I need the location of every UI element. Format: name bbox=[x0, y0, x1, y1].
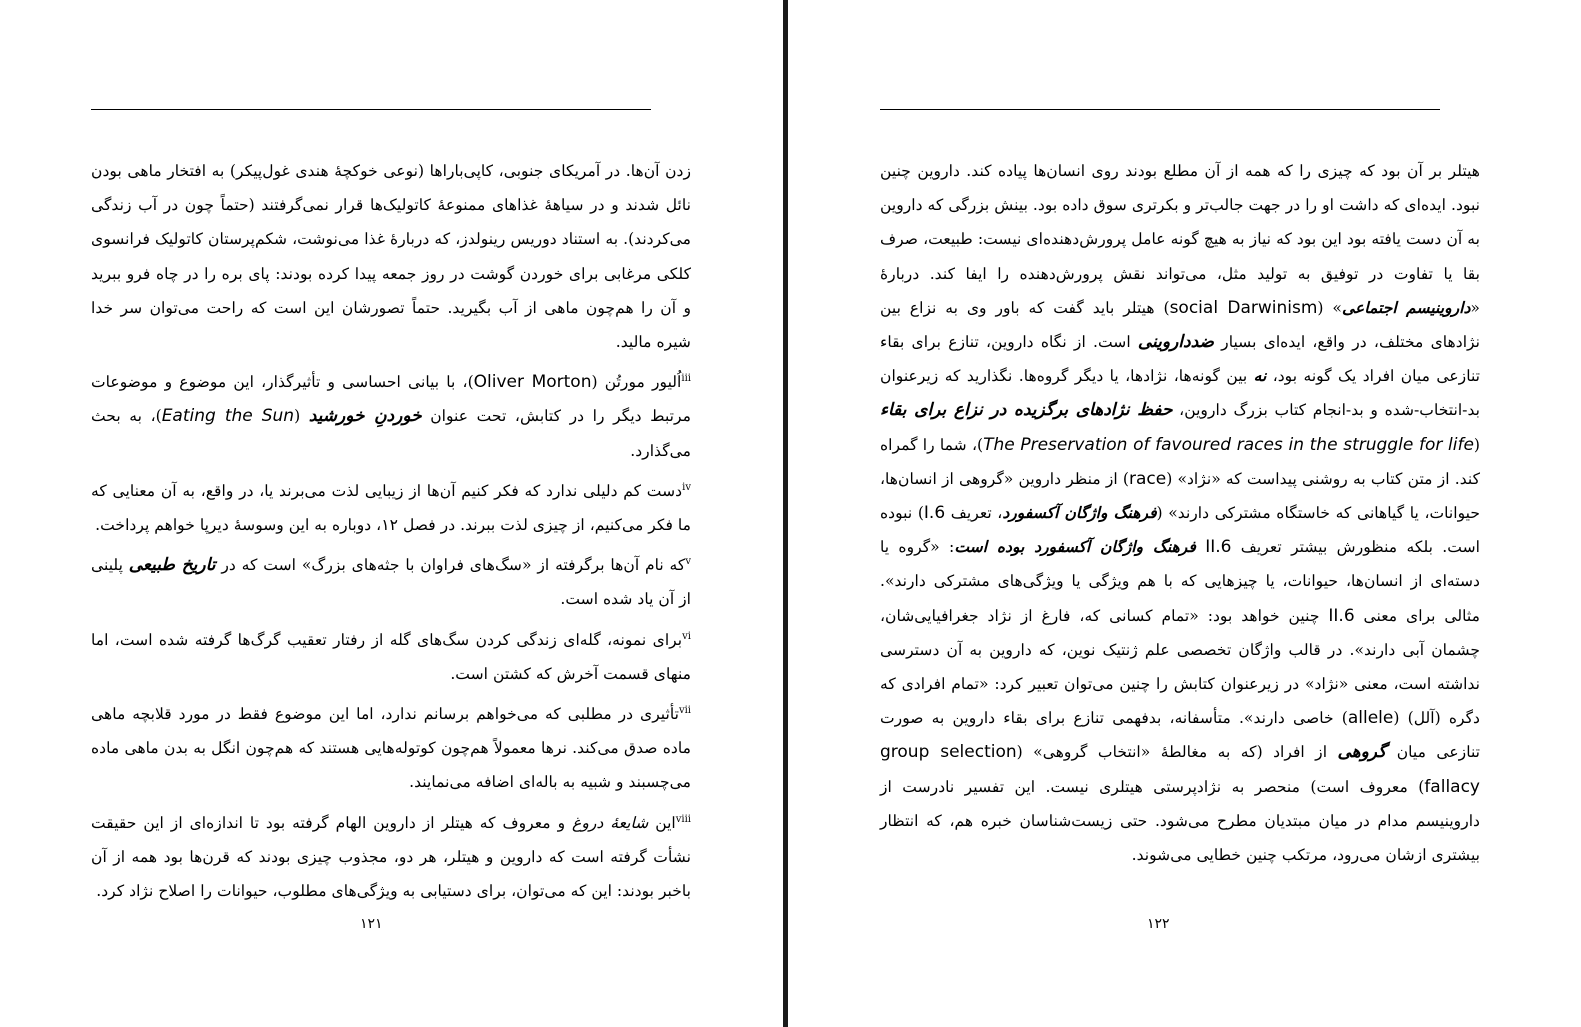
emphasis: فرهنگ واژگان آکسفورد بوده است bbox=[954, 537, 1196, 557]
text-run: » ( bbox=[1317, 298, 1342, 317]
note-text: )، با بیانی احساسی و تأثیرگذار، این موضوع و موضوعات مرتبط دیگر را در کتابش، تحت عنوان bbox=[91, 373, 691, 426]
emphasis: فرهنگ واژگان آکسفورد bbox=[1002, 503, 1157, 523]
endnote-vii bbox=[91, 697, 691, 800]
text-run: هیتلر بر آن بود که چیزی را که همه از آن مطلع بودند روی انسان‌ها پیاده کند. داروین چنین نبود. ایده‌ای که داشت او را در جهت جالب‌تر و بکرتری سوق داده بود. بینش بزرگی که داروین به آن دست یافته بود این بود که نیاز به هیچ گونه عامل پرورش‌دهنده‌ای نیست: طبیعت، صرف بقا یا تفاوت در توفیق به تولید مثل، می‌تواند نقش پرورش‌دهنده را ایفا کند. دربارهٔ « bbox=[880, 162, 1480, 317]
note-text: ( bbox=[294, 407, 309, 426]
latin-term: group selection fallacy bbox=[880, 742, 1480, 797]
endnote-vi bbox=[91, 623, 691, 691]
endnote-marker: vi bbox=[682, 630, 691, 642]
text-run: چنین خواهد بود: «تمام کسانی که، فارغ از نژاد جغرافیایی‌شان، چشمان آبی دارند». در قالب واژگان تخصصی علم ژنتیک نوین، که داروین به آن دسترسی نداشته است، معنی «نژاد» در زیرعنوان کتابش را چنین می‌توان تعبیر کرد: «تمام افرادی که دگره (آلل) ( bbox=[880, 606, 1480, 728]
emphasis: نه bbox=[1253, 366, 1267, 386]
latin-term: I.6 bbox=[923, 503, 946, 524]
book-title-fa: حفظ نژادهای برگزیده در نزاع برای بقاء bbox=[880, 400, 1173, 421]
emphasis: ضدداروینی bbox=[1137, 332, 1214, 353]
text-run: ) معروف است) منحصر به نژادپرستی هیتلری نیست. این تفسیر نادرست از داروینیسم مدام در میان مبتدیان مطرح می‌شود. حتی زیست‌شناسان خبره هم، که انتظار بیشتری ازشان می‌رود، مرتکب چنین خطایی می‌شوند. bbox=[880, 777, 1480, 865]
book-title-fa: خوردنِ خورشید bbox=[308, 406, 422, 427]
note-text: پلینی از آن یاد شده است. bbox=[91, 556, 691, 609]
text-run: ، تعریف bbox=[945, 504, 1003, 523]
text-run bbox=[1196, 538, 1205, 556]
note-text: که نام آن‌ها برگرفته از «سگ‌های فراوان با جثه‌های بزرگ» است که در bbox=[215, 556, 686, 575]
note-text: این bbox=[648, 813, 676, 832]
note-text: اُلیور مورتُن ( bbox=[591, 373, 682, 392]
endnote-v bbox=[91, 548, 691, 616]
header-rule bbox=[880, 109, 1440, 110]
latin-term: social Darwinism bbox=[1169, 297, 1318, 318]
text-run: ) نبوده است. بلکه منظورش بیشتر تعریف bbox=[880, 504, 1480, 557]
endnote-marker: viii bbox=[675, 813, 692, 825]
endnote-iii bbox=[91, 365, 691, 468]
page-number: ۱۲۱ bbox=[360, 916, 383, 932]
text-run: بین گونه‌ها، نژادها، یا دیگر گروه‌ها. نگذارید که زیرعنوان بد-انتخاب-شده و بد-انجام کتاب بزرگ داروین، bbox=[880, 367, 1480, 420]
endnote-viii bbox=[91, 806, 691, 909]
text-run: : «گروه یا دسته‌ای از انسان‌ها، حیوانات، یا چیزهایی که با هم ویژگی یا ویژگی‌های مشترکی دارند». مثالی برای معنی bbox=[880, 538, 1480, 625]
text-run: از افراد (که به مغالطهٔ «انتخاب گروهی» ( bbox=[1016, 743, 1338, 762]
note-text: برای نمونه، گله‌ای زندگی کردن سگ‌های گله از رفتار تعقیب گرگ‌ها گرفته شده است، اما منهای قسمت آخرش که کشتن است. bbox=[91, 630, 691, 683]
left-page-text bbox=[91, 154, 691, 914]
right-page-text bbox=[880, 154, 1480, 878]
note-text: دست کم دلیلی ندارد که فکر کنیم آن‌ها از زیبایی لذت می‌برند یا، در واقع، به آن معنایی که ما فکر می‌کنیم، از چیزی لذت ببرند. در فصل ۱۲، دوباره به این وسوسهٔ دیرپا خواهم پرداخت. bbox=[91, 481, 691, 535]
note-text: )، به بحث می‌گذارد. bbox=[91, 407, 691, 460]
body-paragraph bbox=[880, 154, 1480, 872]
text-run: ( bbox=[1473, 435, 1480, 454]
latin-term: allele bbox=[1347, 708, 1394, 729]
note-text: و معروف که هیتلر از داروین الهام گرفته بود تا اندازه‌ای از این حقیقت نشأت گرفته است که داروین و هیتلر، هر دو، مجذوب چیزی بودند که قرن‌ها بود همه از آن باخبر بودند: این که می‌توان، برای دستیابی به ویژگی‌های مطلوب، حیوانات را اصلاح نژاد کرد. bbox=[91, 813, 691, 901]
endnote-marker: vii bbox=[678, 704, 691, 716]
emphasis: داروینیسم اجتماعی bbox=[1341, 297, 1471, 317]
text-run: ) هیتلر باید گفت که باور وی به نزاع بین نژادهای مختلف، در واقع، ایده‌ای بسیار bbox=[880, 298, 1480, 352]
right-page bbox=[788, 0, 1581, 1027]
book-title: تاریخ طبیعی bbox=[128, 555, 216, 576]
book-title-en: Eating the Sun bbox=[161, 406, 295, 427]
endnote-marker: v bbox=[685, 556, 691, 568]
page-number: ۱۲۲ bbox=[1147, 916, 1170, 932]
text-run: ) خاصی دارند». متأسفانه، بدفهمی تنازع برای بقاء داروین به صورت تنازعی میان bbox=[880, 709, 1481, 762]
text-run: )، شما را گمراه کند. از متن کتاب به روشنی پیداست که «نژاد» ( bbox=[880, 435, 1481, 488]
book-title-en: The Preservation of favoured races in the struggle for life bbox=[983, 434, 1474, 455]
endnote-iv bbox=[91, 474, 691, 542]
paragraph-continued: زدن آن‌ها. در آمریکای جنوبی، کاپی‌باراها (نوعی خوکچهٔ هندی غول‌پیکر) به افتخار ماهی بودن نائل شدند و در سیاههٔ غذاهای ممنوعهٔ کاتولیک‌ها قرار نمی‌گرفتند (حتماً چون در آب زندگی می‌کردند). به استناد دوریس رینولدز، که دربارهٔ غذا می‌نوشت، شکم‌پرستان کاتولیک فرانسوی کلکی مرغابی برای خوردن گوشت در روز جمعه پیدا کرده بودند: پای بره را در چاه فرو ببرید و آن را هم‌چون ماهی از آب بگیرید. حتماً تصورشان این است که راحت می‌توان سر خدا شیره مالید. bbox=[91, 162, 691, 352]
latin-term: II.6 bbox=[1205, 537, 1232, 558]
text-run: است. از نگاه داروین، تنازع برای بقاء تنازعی میان افراد یک گونه بود، bbox=[880, 333, 1481, 386]
header-rule bbox=[91, 109, 651, 110]
emphasis: گروهی bbox=[1337, 742, 1387, 763]
endnote-marker: iv bbox=[682, 481, 691, 493]
note-text: تأثیری در مطلبی که می‌خواهم برسانم ندارد، اما این موضوع فقط در مورد قلابچه ماهی ماده صدق می‌کند. نرها معمولاً هم‌چون کوتوله‌هایی هستند که هم‌چون انگل به بدن ماهی ماده می‌چسبند و شبیه به باله‌ای اضافه می‌نمایند. bbox=[91, 705, 691, 792]
endnote-marker: iii bbox=[681, 373, 691, 385]
left-page bbox=[0, 0, 783, 1027]
emphasis: شایعهٔ دروغ bbox=[572, 813, 649, 832]
text-run: ) از منظر داروین «گروهی از انسان‌ها، حیوانات، یا گیاهانی که خاستگاه مشترکی دارند» ( bbox=[880, 469, 1480, 523]
latin-name: Oliver Morton bbox=[473, 372, 592, 393]
latin-term: race bbox=[1128, 468, 1167, 489]
latin-term: II.6 bbox=[1328, 605, 1355, 626]
